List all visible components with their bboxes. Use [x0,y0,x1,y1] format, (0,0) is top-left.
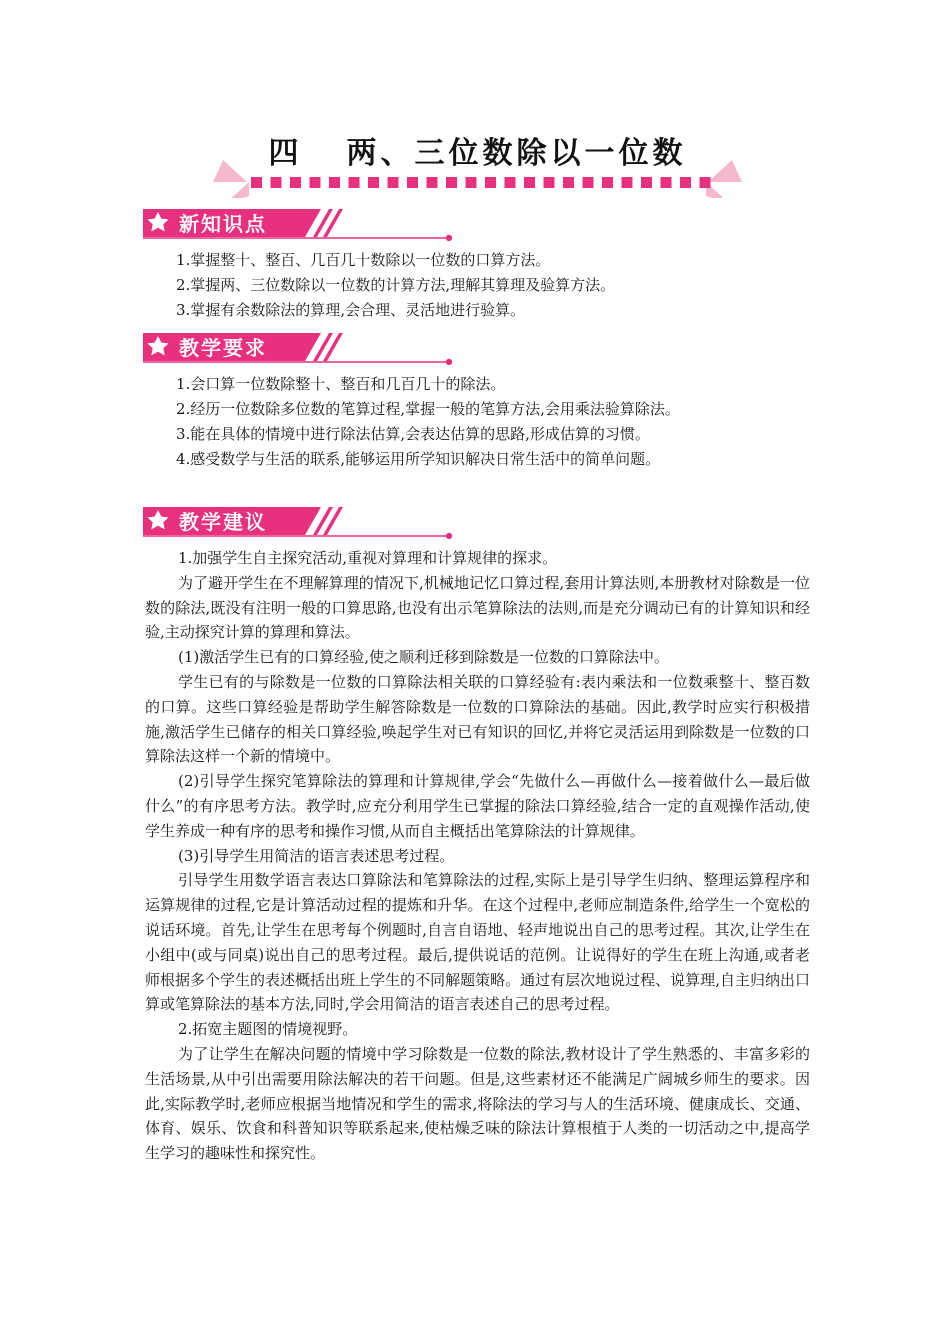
paragraph: (3)引导学生用简洁的语言表述思考过程。 [178,846,455,865]
title-decoration [205,156,750,198]
deco-square [251,177,262,188]
list-item: 2.经历一位数除多位数的笔算过程,掌握一般的笔算方法,会用乘法验算除法。 [176,400,680,418]
knowledge-list [176,248,615,323]
section-title-suggestions: 教学建议 [179,510,267,534]
chapter-number: 四 [268,136,303,171]
paragraph: 为了让学生在解决问题的情境中学习除数是一位数的除法,教材设计了学生熟悉的、丰富多彩的生活场景,从中引出需要用除法解决的若干问题。但是,这些素材还不能满足广阔城乡师生的要求。因此,实际教学时,老师应根据当地情况和学生的需求,将除法的学习与人的生活环境、健康成长、交通、体育、娱乐、饮食和科普知识等联系起来,使枯燥乏味的除法计算根植于人类的一切活动之中,提高学生学习的趣味性和探究性。 [145,1044,810,1163]
deco-square [524,177,535,188]
deco-square [290,177,301,188]
chapter-title-text: 两、三位数除以一位数 [346,136,687,171]
paragraph: 1.加强学生自主探究活动,重视对算理和计算规律的探求。 [178,549,558,567]
deco-square [407,177,418,188]
section-header-requirements [143,331,463,365]
deco-square [505,177,516,188]
deco-square [485,177,496,188]
deco-square [446,177,457,188]
section-header-suggestions [143,505,463,539]
deco-square [622,177,633,188]
deco-square [661,177,672,188]
chapter-title-block [205,118,750,198]
requirements-list [176,372,680,472]
deco-square [427,177,438,188]
paragraph: 学生已有的与除数是一位数的口算除法相关联的口算经验有:表内乘法和一位数乘整十、整百数的口算。这些口算经验是帮助学生解答除数是一位数的口算除法的基础。因此,教学时应实行积极措施,激活学生已储存的相关口算经验,唤起学生对已有知识的回忆,并将它灵活运用到除数是一位数的口算除法这样一个新的情境中。 [145,672,810,766]
section-title-requirements: 教学要求 [179,336,267,360]
deco-square [583,177,594,188]
deco-square [700,177,711,188]
deco-square [271,177,282,188]
deco-square [680,177,691,188]
paragraph: (2)引导学生探究笔算除法的算理和计算规律,学会“先做什么—再做什么—接着做什么—最后做什么”的有序思考方法。教学时,应充分利用学生已掌握的除法口算经验,结合一定的直观操作活动,使学生养成一种有序的思考和操作习惯,从而自主概括出笔算除法的计算规律。 [145,772,810,840]
list-item: 1.会口算一位数除整十、整百和几百几十的除法。 [176,375,506,393]
suggestions-body [145,546,810,1166]
section-title-knowledge: 新知识点 [179,212,267,236]
deco-square [466,177,477,188]
list-item: 1.掌握整十、整百、几百几十数除以一位数的口算方法。 [176,251,551,269]
deco-square [310,177,321,188]
paragraph: 引导学生用数学语言表达口算除法和笔算除法的过程,实际上是引导学生归纳、整理运算程序和运算规律的过程,它是计算活动过程的提炼和升华。在这个过程中,老师应制造条件,给学生一个宽松的说话环境。首先,让学生在思考每个例题时,自言自语地、轻声地说出自己的思考过程。其次,让学生在小组中(或与同桌)说出自己的思考过程。最后,提供说话的范例。让说得好的学生在班上沟通,或者老师根据多个学生的表述概括出班上学生的不同解题策略。通过有层次地说过程、说算理,自主归纳出口算或笔算除法的基本方法,同时,学会用简洁的语言表述自己的思考过程。 [145,871,810,1014]
deco-square [544,177,555,188]
section-header-knowledge [143,207,463,241]
deco-square [641,177,652,188]
list-item: 4.感受数学与生活的联系,能够运用所学知识解决日常生活中的简单问题。 [176,450,661,468]
deco-square [329,177,340,188]
deco-square [388,177,399,188]
list-item: 3.掌握有余数除法的算理,会合理、灵活地进行验算。 [176,301,526,319]
deco-square [349,177,360,188]
list-item: 2.掌握两、三位数除以一位数的计算方法,理解其算理及验算方法。 [176,276,616,294]
list-item: 3.能在具体的情境中进行除法估算,会表达估算的思路,形成估算的习惯。 [176,425,650,443]
paragraph: 为了避开学生在不理解算理的情况下,机械地记忆口算过程,套用计算法则,本册教材对除数是一位数的除法,既没有注明一般的口算思路,也没有出示笔算除法的法则,而是充分调动已有的计算知识和经验,主动探究计算的算理和算法。 [145,573,810,642]
deco-square [368,177,379,188]
deco-square [563,177,574,188]
paragraph: (1)激活学生已有的口算经验,使之顺利迁移到除数是一位数的口算除法中。 [178,648,670,667]
deco-square [602,177,613,188]
paragraph: 2.拓宽主题图的情境视野。 [178,1020,358,1039]
